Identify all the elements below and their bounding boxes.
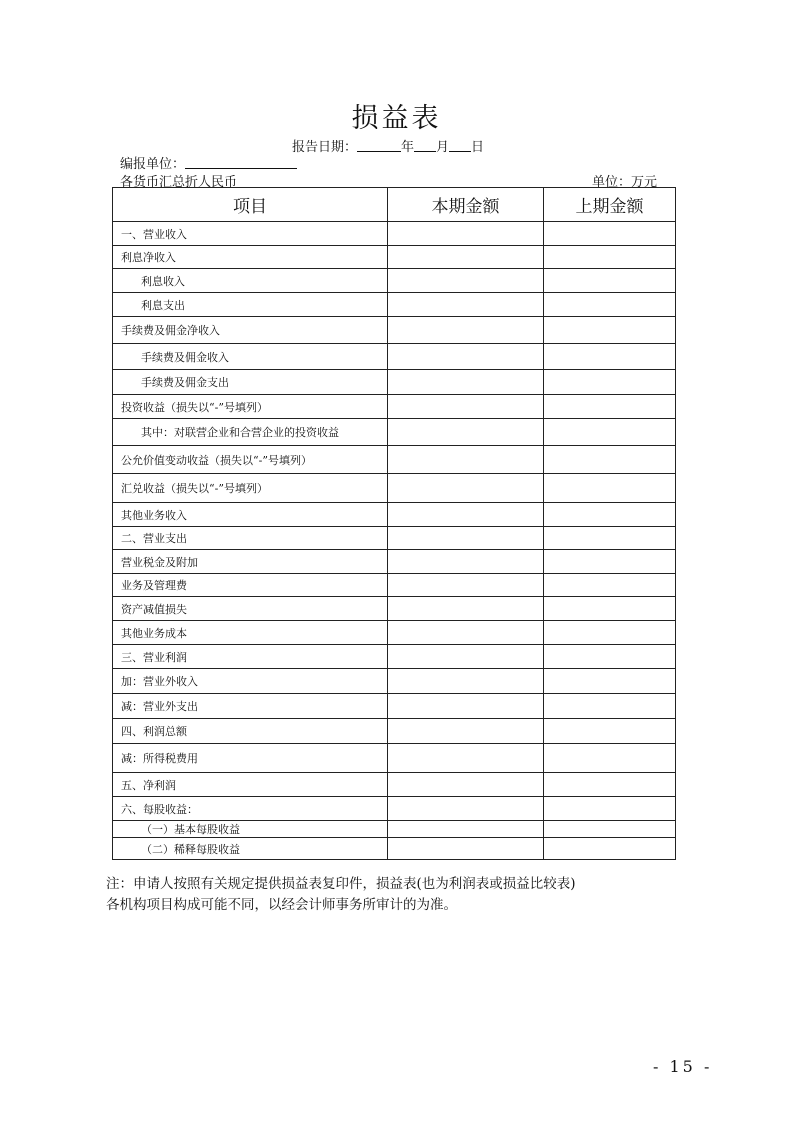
table-row [113, 597, 676, 621]
table-row [113, 370, 676, 395]
report-year-blank [357, 138, 401, 152]
table-row [113, 669, 676, 694]
row-label: 手续费及佣金支出 [113, 370, 388, 395]
header-prior-period: 上期金额 [544, 188, 676, 222]
table-row [113, 821, 676, 838]
table-row [113, 317, 676, 344]
current-period-cell[interactable] [388, 694, 544, 719]
table-row [113, 694, 676, 719]
prior-period-cell[interactable] [544, 574, 676, 597]
row-label: 三、营业利润 [113, 645, 388, 669]
currency-note: 各货币汇总折人民币 [120, 175, 238, 190]
prior-period-cell[interactable] [544, 222, 676, 246]
row-label: 六、每股收益： [113, 797, 388, 821]
table-row [113, 269, 676, 293]
prior-period-cell[interactable] [544, 527, 676, 550]
table-row [113, 344, 676, 370]
row-label: 资产减值损失 [113, 597, 388, 621]
current-period-cell[interactable] [388, 503, 544, 527]
row-label: 汇兑收益（损失以“-”号填列） [113, 474, 388, 503]
income-statement-table [112, 187, 676, 860]
table-row [113, 621, 676, 645]
current-period-cell[interactable] [388, 474, 544, 503]
table-row [113, 719, 676, 744]
table-row [113, 419, 676, 446]
table-body [113, 222, 676, 860]
row-label: 其他业务成本 [113, 621, 388, 645]
current-period-cell[interactable] [388, 395, 544, 419]
prior-period-cell[interactable] [544, 719, 676, 744]
prior-period-cell[interactable] [544, 645, 676, 669]
compiler-line [120, 153, 297, 172]
prior-period-cell[interactable] [544, 419, 676, 446]
row-label: 二、营业支出 [113, 527, 388, 550]
prior-period-cell[interactable] [544, 838, 676, 860]
current-period-cell[interactable] [388, 719, 544, 744]
row-label: 投资收益（损失以“-”号填列） [113, 395, 388, 419]
table-row [113, 446, 676, 474]
prior-period-cell[interactable] [544, 694, 676, 719]
prior-period-cell[interactable] [544, 821, 676, 838]
current-period-cell[interactable] [388, 574, 544, 597]
prior-period-cell[interactable] [544, 246, 676, 269]
footnote-line-1: 注：申请人按照有关规定提供损益表复印件，损益表(也为利润表或损益比较表) [106, 876, 576, 892]
current-period-cell[interactable] [388, 527, 544, 550]
prior-period-cell[interactable] [544, 797, 676, 821]
table-row [113, 246, 676, 269]
header-current-period: 本期金额 [388, 188, 544, 222]
report-date-label: 报告日期： [292, 140, 358, 155]
table-row [113, 744, 676, 773]
compiler-blank [185, 155, 297, 169]
header-item: 项目 [113, 188, 388, 222]
row-label: 利息支出 [113, 293, 388, 317]
page-number: - 15 - [653, 1057, 713, 1076]
row-label: 其他业务收入 [113, 503, 388, 527]
current-period-cell[interactable] [388, 645, 544, 669]
current-period-cell[interactable] [388, 222, 544, 246]
row-label: 营业税金及附加 [113, 550, 388, 574]
prior-period-cell[interactable] [544, 269, 676, 293]
table-row [113, 474, 676, 503]
prior-period-cell[interactable] [544, 669, 676, 694]
current-period-cell[interactable] [388, 317, 544, 344]
footnote [106, 874, 576, 916]
row-label: 手续费及佣金净收入 [113, 317, 388, 344]
prior-period-cell[interactable] [544, 370, 676, 395]
current-period-cell[interactable] [388, 821, 544, 838]
table-header-row [113, 188, 676, 222]
current-period-cell[interactable] [388, 597, 544, 621]
prior-period-cell[interactable] [544, 744, 676, 773]
prior-period-cell[interactable] [544, 317, 676, 344]
row-label: 四、利润总额 [113, 719, 388, 744]
document-title: 损益表 [351, 103, 442, 134]
table-row [113, 527, 676, 550]
row-label: 业务及管理费 [113, 574, 388, 597]
table-row [113, 550, 676, 574]
current-period-cell[interactable] [388, 744, 544, 773]
current-period-cell[interactable] [388, 293, 544, 317]
table-row [113, 222, 676, 246]
row-label: 一、营业收入 [113, 222, 388, 246]
table-row [113, 773, 676, 797]
current-period-cell[interactable] [388, 370, 544, 395]
row-label: 减：营业外支出 [113, 694, 388, 719]
unit-label: 单位：万元 [592, 175, 658, 190]
table-row [113, 293, 676, 317]
prior-period-cell[interactable] [544, 503, 676, 527]
current-period-cell[interactable] [388, 550, 544, 574]
row-label: 手续费及佣金收入 [113, 344, 388, 370]
row-label: 加：营业外收入 [113, 669, 388, 694]
report-day-label: 日 [471, 140, 485, 155]
report-month-blank [414, 138, 436, 152]
current-period-cell[interactable] [388, 446, 544, 474]
prior-period-cell[interactable] [544, 344, 676, 370]
report-year-label: 年 [401, 140, 415, 155]
current-period-cell[interactable] [388, 838, 544, 860]
row-label: （二）稀释每股收益 [113, 838, 388, 860]
row-label: 公允价值变动收益（损失以“-”号填列） [113, 446, 388, 474]
table-row [113, 797, 676, 821]
row-label: 减：所得税费用 [113, 744, 388, 773]
row-label: 利息收入 [113, 269, 388, 293]
current-period-cell[interactable] [388, 269, 544, 293]
current-period-cell[interactable] [388, 344, 544, 370]
row-label: 其中：对联营企业和合营企业的投资收益 [113, 419, 388, 446]
compiler-label: 编报单位： [120, 157, 186, 172]
prior-period-cell[interactable] [544, 621, 676, 645]
prior-period-cell[interactable] [544, 773, 676, 797]
table-row [113, 645, 676, 669]
prior-period-cell[interactable] [544, 597, 676, 621]
row-label: 利息净收入 [113, 246, 388, 269]
prior-period-cell[interactable] [544, 293, 676, 317]
footnote-line-2: 各机构项目构成可能不同，以经会计师事务所审计的为准。 [106, 897, 457, 913]
table-row [113, 395, 676, 419]
current-period-cell[interactable] [388, 621, 544, 645]
table-row [113, 838, 676, 860]
current-period-cell[interactable] [388, 419, 544, 446]
current-period-cell[interactable] [388, 246, 544, 269]
row-label: 五、净利润 [113, 773, 388, 797]
report-day-blank [449, 138, 471, 152]
current-period-cell[interactable] [388, 797, 544, 821]
table-row [113, 503, 676, 527]
prior-period-cell[interactable] [544, 446, 676, 474]
prior-period-cell[interactable] [544, 474, 676, 503]
report-month-label: 月 [436, 140, 450, 155]
current-period-cell[interactable] [388, 669, 544, 694]
current-period-cell[interactable] [388, 773, 544, 797]
row-label: （一）基本每股收益 [113, 821, 388, 838]
prior-period-cell[interactable] [544, 395, 676, 419]
prior-period-cell[interactable] [544, 550, 676, 574]
report-date-line [292, 136, 484, 155]
table-row [113, 574, 676, 597]
